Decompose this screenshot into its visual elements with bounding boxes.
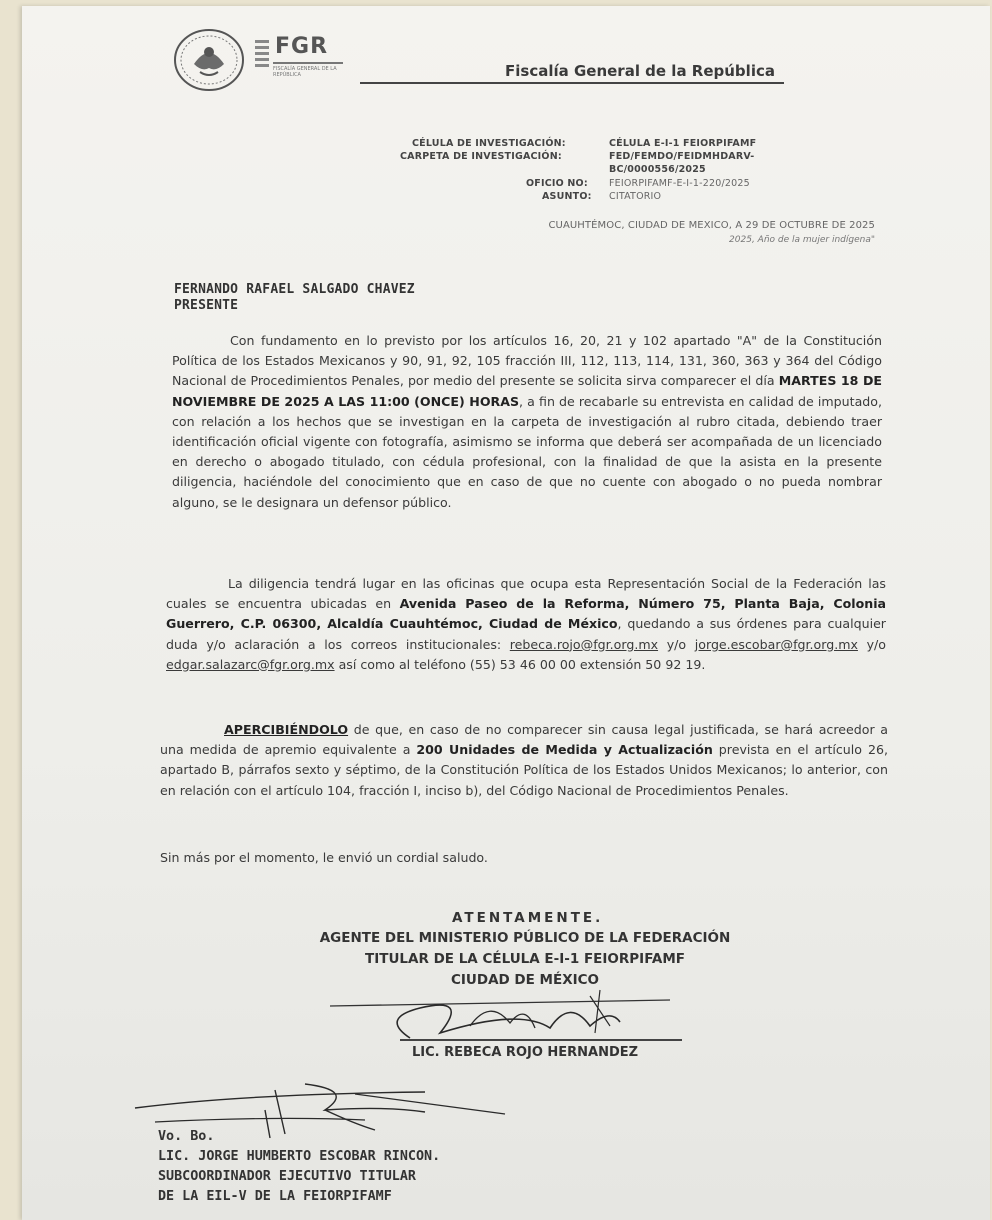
national-seal-icon <box>172 28 246 92</box>
paragraph-warning: APERCIBIÉNDOLO de que, en caso de no comparecer sin causa legal justificada, se hará acreedor a una medida de apremio equivalente a 200 Unidades de Medida y Actualización prevista en el artículo 26, apartado B, párrafos sexto y séptimo, de la Constitución Política de los Estados Unidos Mexicanos; lo anterior, con en relación con el artículo 104, fracción I, inciso b), del Código Nacional de Procedimientos Penales. <box>160 722 888 798</box>
signer-title-2: TITULAR DE LA CÉLULA E-I-1 FEIORPIFAMF <box>365 951 685 967</box>
office-value: FEIORPIFAMF-E-I-1-220/2025 <box>609 178 750 189</box>
office-label: OFICIO NO: <box>526 178 588 189</box>
logo-stripes-icon <box>255 40 269 78</box>
email-link-rebeca[interactable]: rebeca.rojo@fgr.org.mx <box>509 636 659 652</box>
email-link-jorge[interactable]: jorge.escobar@fgr.org.mx <box>694 636 858 652</box>
cell-value: CÉLULA E-I-1 FEIORPIFAMF <box>609 138 757 149</box>
vobo-title-2: DE LA EIL-V DE LA FEIORPIFAMF <box>158 1189 392 1204</box>
logo-text: FGR <box>275 34 329 59</box>
atentamente: ATENTAMENTE. <box>452 910 604 926</box>
file-value-2: BC/0000556/2025 <box>609 164 706 175</box>
vobo-title-1: SUBCOORDINADOR EJECUTIVO TITULAR <box>158 1169 416 1184</box>
paragraph-summons: Con fundamento en lo previsto por los artículos 16, 20, 21 y 102 apartado "A" de la Constitución Política de los Estados Mexicanos y 90, 91, 92, 105 fracción III, 112, 113, 114, 131, 360, 363 y 364 del Código Nacional de Procedimientos Penales, por medio del presente se solicita sirva comparecer el día MARTES 18 DE NOVIEMBRE DE 2025 A LAS 11:00 (ONCE) HORAS, a fin de recabarle su entrevista en calidad de imputado, con relación a los hechos que se investigan en la carpeta de investigación al rubro citada, debiendo traer identificación oficial vigente con fotografía, asimismo se informa que deberá ser acompañada de un licenciado en derecho o abogado titulado, con cédula profesional, con la finalidad de que la asista en la presente diligencia, haciéndole del conocimiento que en caso de que no cuente con abogado o no pueda nombrar alguno, se le designara un defensor público. <box>172 333 883 510</box>
file-value-1: FED/FEMDO/FEIDMHDARV- <box>609 151 755 162</box>
signer-title-1: AGENTE DEL MINISTERIO PÚBLICO DE LA FEDERACIÓN <box>319 930 731 946</box>
paragraph-location: La diligencia tendrá lugar en las oficinas que ocupa esta Representación Social de la Federación las cuales se encuentra ubicadas en Avenida Paseo de la Reforma, Número 75, Planta Baja, Colonia Guerrero, C.P. 06300, Alcaldía Cuauhtémoc, Ciudad de México, quedando a sus órdenes para cualquier duda y/o aclaración a los correos institucionales: rebeca.rojo@fgr.org.mx y/o jorge.escobar@fgr.org.mx y/o edgar.salazarc@fgr.org.mx así como al teléfono (55) 53 46 00 00 extensión 50 92 19. <box>166 576 887 672</box>
vobo-name: LIC. JORGE HUMBERTO ESCOBAR RINCON. <box>158 1149 441 1164</box>
agency-name: Fiscalía General de la República <box>505 62 775 80</box>
year-motto: 2025, Año de la mujer indígena" <box>729 235 875 245</box>
signature-line <box>400 1039 682 1041</box>
logo-subtext: FISCALÍA GENERAL DE LA REPÚBLICA <box>273 66 337 78</box>
cell-label: CÉLULA DE INVESTIGACIÓN: <box>412 138 566 149</box>
email-link-edgar[interactable]: edgar.salazarc@fgr.org.mx <box>166 656 335 672</box>
signer-name: LIC. REBECA ROJO HERNANDEZ <box>412 1045 639 1060</box>
recipient-name: FERNANDO RAFAEL SALGADO CHAVEZ <box>174 282 415 297</box>
vobo-label: Vo. Bo. <box>158 1129 215 1144</box>
fine-amount: 200 Unidades de Medida y Actualización <box>416 742 713 758</box>
subject-label: ASUNTO: <box>542 191 592 202</box>
fgr-logo <box>255 32 360 82</box>
appearance-date: MARTES 18 DE NOVIEMBRE DE 2025 A LAS 11:00 (ONCE) HORAS <box>172 373 882 409</box>
recipient-presente: PRESENTE <box>174 298 239 313</box>
file-label: CARPETA DE INVESTIGACIÓN: <box>400 151 562 162</box>
closing-line: Sin más por el momento, le envió un cordial saludo. <box>160 850 488 865</box>
header-rule <box>360 82 784 84</box>
subject-value: CITATORIO <box>609 191 662 202</box>
place-date: CUAUHTÉMOC, CIUDAD DE MEXICO, A 29 DE OCTUBRE DE 2025 <box>548 220 875 231</box>
warning-heading: APERCIBIÉNDOLO <box>224 722 349 737</box>
signer-title-3: CIUDAD DE MÉXICO <box>450 972 600 988</box>
office-address: Avenida Paseo de la Reforma, Número 75, Planta Baja, Colonia Guerrero, C.P. 06300, Alcaldía Cuauhtémoc, Ciudad de México <box>166 596 887 632</box>
